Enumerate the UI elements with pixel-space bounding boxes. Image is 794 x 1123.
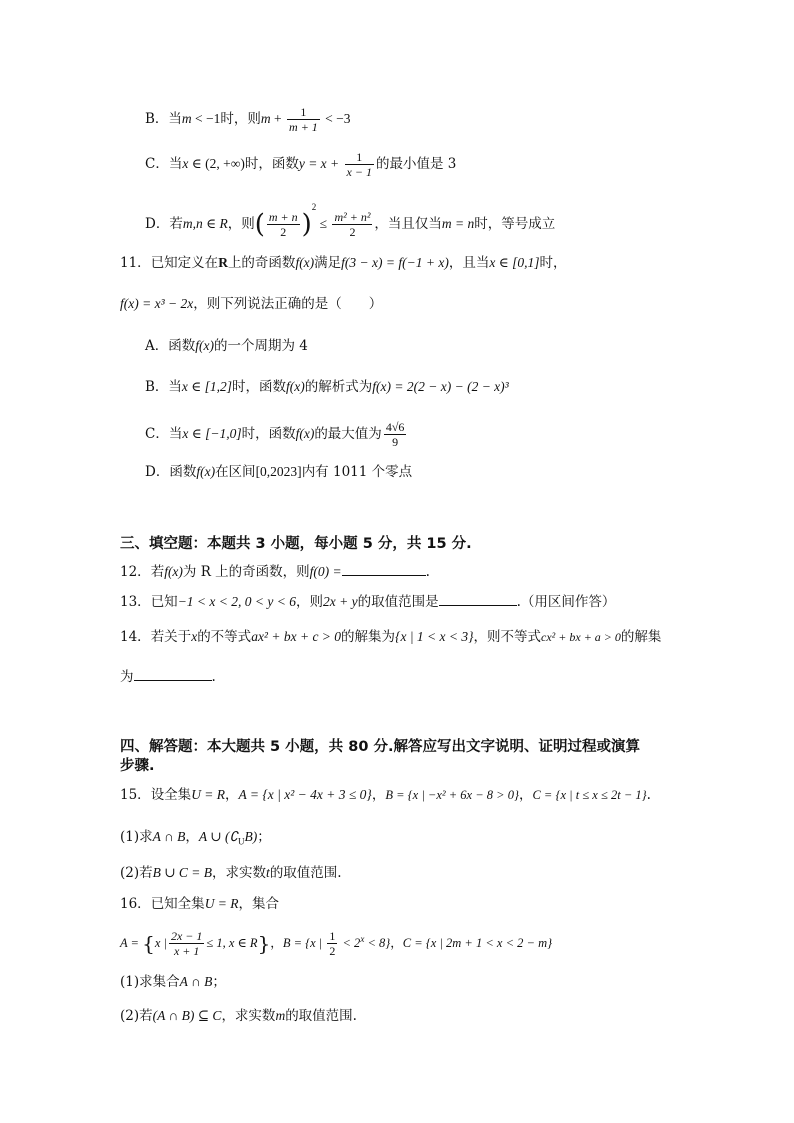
math: (A ∩ B) ⊆ C [152,1008,222,1023]
math: x [191,629,198,644]
q11-option-a [145,336,308,356]
math: A ∩ B [179,974,213,989]
text: 若关于 [150,629,192,645]
math: < −1 [191,111,221,126]
text: ， [225,787,239,803]
option-label: B． [145,379,169,395]
math: A = [120,936,143,951]
math: B = {x | −x² + 6x − 8 > 0} [385,788,519,802]
math: f(x) [196,464,216,479]
fraction [332,210,372,239]
text: 在区间 [215,464,256,480]
text: ，且当 [448,255,490,271]
text: . [425,564,430,580]
math: B ∪ C = B [152,865,213,880]
text: 上的奇函数 [227,255,296,271]
math: ≤ [316,216,331,231]
q15-stem [120,785,651,805]
q14-line2 [120,666,216,687]
text: 函数 [169,464,197,480]
math: B) [244,829,258,844]
section-title-fill-in: 三、填空题：本题共 3 小题，每小题 5 分，共 15 分. [120,536,472,552]
text: ， [371,787,386,803]
math: A = {x | x² − 4x + 3 ≤ 0} [238,787,372,802]
q14-line1 [120,627,661,647]
denominator: 2 [280,225,287,239]
numerator: 4√6 [385,420,405,434]
text: ， [390,935,403,951]
text: 若 [150,564,165,580]
math: ax² + bx + c > 0 [251,629,342,644]
text: (2)若 [120,865,153,881]
text: 若 [169,216,183,232]
question-number: 13． [120,594,151,610]
math: y = x + [298,156,343,171]
q15-part2 [120,863,342,883]
math: f(x) = x³ − 2x [120,296,194,311]
text: 已知全集 [150,896,205,912]
math: f(3 − x) = f(−1 + x) [341,255,449,270]
text: ，则不等式 [473,629,542,645]
fraction [287,105,320,134]
q10-option-d: D．若m,n ∈ R，则( $\frac{m + n}{2}$ )$^2$ ≤ $\frac{\text{m² + n²}}{2}$ ，当且仅当m = n时，等号成立 [145,202,556,240]
q12 [120,561,430,582]
math: ∈ (2, +∞) [188,156,245,171]
math: B = {x | [282,936,326,951]
q11-stem-line2 [120,294,382,314]
question-number: 14． [120,629,151,645]
text: 当 [168,379,182,395]
math: 2x + y [322,594,358,609]
math: < −3 [321,111,351,126]
denominator: x − 1 [346,165,372,179]
numerator: 1 [329,929,336,944]
q16-part2 [120,1006,357,1026]
text: 的最小值是 3 [375,156,457,172]
denominator: m + 1 [289,120,318,134]
math: A ∪ (∁ [198,829,239,844]
math: ≤ 1, x ∈ R [206,936,258,951]
denominator: 2 [349,225,356,239]
q16-part1 [120,972,226,992]
math: + [270,111,286,126]
math: < 2 [339,936,361,951]
text: 已知 [150,594,178,610]
text: 函数 [168,338,196,354]
math: f(x) [286,379,305,394]
numerator: 1 [345,150,374,165]
math: m [275,1008,286,1023]
q11-option-b [145,377,509,397]
denominator: x + 1 [173,944,200,959]
q11-option-d [145,462,412,482]
text: ，集合 [238,896,280,912]
math: m = n [441,216,475,231]
text: ，求实数 [212,865,267,881]
text: ，则 [295,594,323,610]
text: 的最大值为 [314,426,382,442]
math: U = R [204,896,239,911]
numerator: 2x − 1 [170,929,203,944]
option-label: B． [145,111,169,127]
q10-option-b [145,105,351,134]
text: 当 [168,426,183,442]
q15-part1 [120,827,271,852]
text: 的不等式 [197,629,252,645]
math: A ∩ B [152,829,186,844]
text: (2)若 [120,1008,153,1024]
math: x ∈ [1,2] [181,379,233,394]
denominator: 9 [392,435,399,449]
fraction [327,929,337,958]
option-label: C． [145,156,169,172]
text: ，则下列说法正确的是（ ） [193,296,383,312]
text: ，当且仅当 [374,216,442,232]
text: ； [212,974,226,990]
math: f(x) = 2(2 − x) − (2 − x)³ [372,379,509,394]
math: f(0) = [309,564,342,579]
math: x | [154,936,167,951]
math: m,n ∈ R [182,216,228,231]
text: ， [518,787,533,803]
text: 当 [168,156,183,172]
text: 为 [120,669,134,685]
fraction [384,420,407,449]
text: ； [257,829,271,845]
math: R [218,255,228,270]
option-label: A． [145,338,169,354]
option-label: D． [145,464,170,480]
answer-blank[interactable] [342,561,426,576]
text: 的解集为 [341,629,396,645]
numerator: m + n [268,210,298,224]
text: 已知定义在 [150,255,219,271]
math: x [182,156,189,171]
option-label: D． [145,216,170,232]
math: {x | 1 < x < 3} [395,629,474,644]
option-label: C． [145,426,169,442]
answer-blank[interactable] [439,591,517,606]
exponent: 2 [311,202,317,212]
math: cx² + bx + a > 0 [541,630,621,644]
text: 当 [168,111,182,127]
text: 为 R 上的奇函数，则 [182,564,310,580]
text: 内有 1011 个零点 [301,464,413,480]
text: ，求实数 [221,1008,276,1024]
numerator: 1 [287,105,320,120]
fraction [267,210,300,239]
section-title-answer-line2: 步骤. [120,758,155,774]
section-title-answer-line1: 四、解答题：本大题共 5 小题，共 80 分.解答应写出文字说明、证明过程或演算 [120,739,640,755]
text: 时，函数 [241,426,296,442]
text: 时， [539,255,567,271]
math: f(x) [295,255,315,270]
math: f(x) [295,426,315,441]
math: [0,2023] [255,464,302,479]
math: x ∈ [0,1] [489,255,540,270]
text: 设全集 [150,787,192,803]
text: ，则 [227,216,255,232]
text: 的解集 [620,629,662,645]
text: .（用区间作答） [516,594,616,610]
text: ， [270,935,283,951]
question-number: 15． [120,787,151,803]
q10-option-c [145,150,456,179]
text: 时，函数 [232,379,287,395]
text: . [211,669,216,685]
text: 的取值范围. [269,865,342,881]
math: m [181,111,192,126]
fraction [345,150,374,179]
text: ， [185,829,199,845]
q16-sets: A = {x | $\frac{2x - 1}{x + 1}$ ≤ 1, x ∈ R}，B = {x | $\frac{1}{2}$ < $2^x < 8$}，C = {x | 2m + 1 < x < 2 − m} [120,929,553,959]
math: m [260,111,271,126]
math: x ∈ [−1,0] [182,426,242,441]
text: . [646,787,651,803]
subscript: U [238,836,245,847]
exponent: x [360,934,365,944]
math: U = R [191,787,226,802]
text: 的取值范围是 [357,594,439,610]
answer-blank[interactable] [134,666,212,681]
q16-stem [120,894,279,914]
q11-stem-line1 [120,253,566,273]
math: −1 < x < 2, 0 < y < 6 [177,594,296,609]
text: 时，则 [220,111,261,127]
question-number: 16． [120,896,151,912]
math: f(x) [195,338,214,353]
math: t [266,865,270,880]
text: 时，函数 [244,156,299,172]
question-number: 11． [120,255,151,271]
math: C = {x | t ≤ x ≤ 2t − 1} [532,788,647,802]
text: 时，等号成立 [474,216,556,232]
numerator: m² + n² [334,210,371,224]
question-number: 12． [120,564,151,580]
math: < 8} [364,936,391,951]
q11-option-c [145,420,408,449]
text: 的一个周期为 4 [213,338,308,354]
fraction [169,929,204,958]
text: 的解析式为 [304,379,373,395]
q13 [120,591,615,612]
text: 的取值范围. [285,1008,357,1024]
text: (1)求 [120,829,153,845]
text: 满足 [314,255,342,271]
math: f(x) [164,564,183,579]
denominator: 2 [329,944,336,959]
text: (1)求集合 [120,974,180,990]
math: C = {x | 2m + 1 < x < 2 − m} [402,936,553,951]
